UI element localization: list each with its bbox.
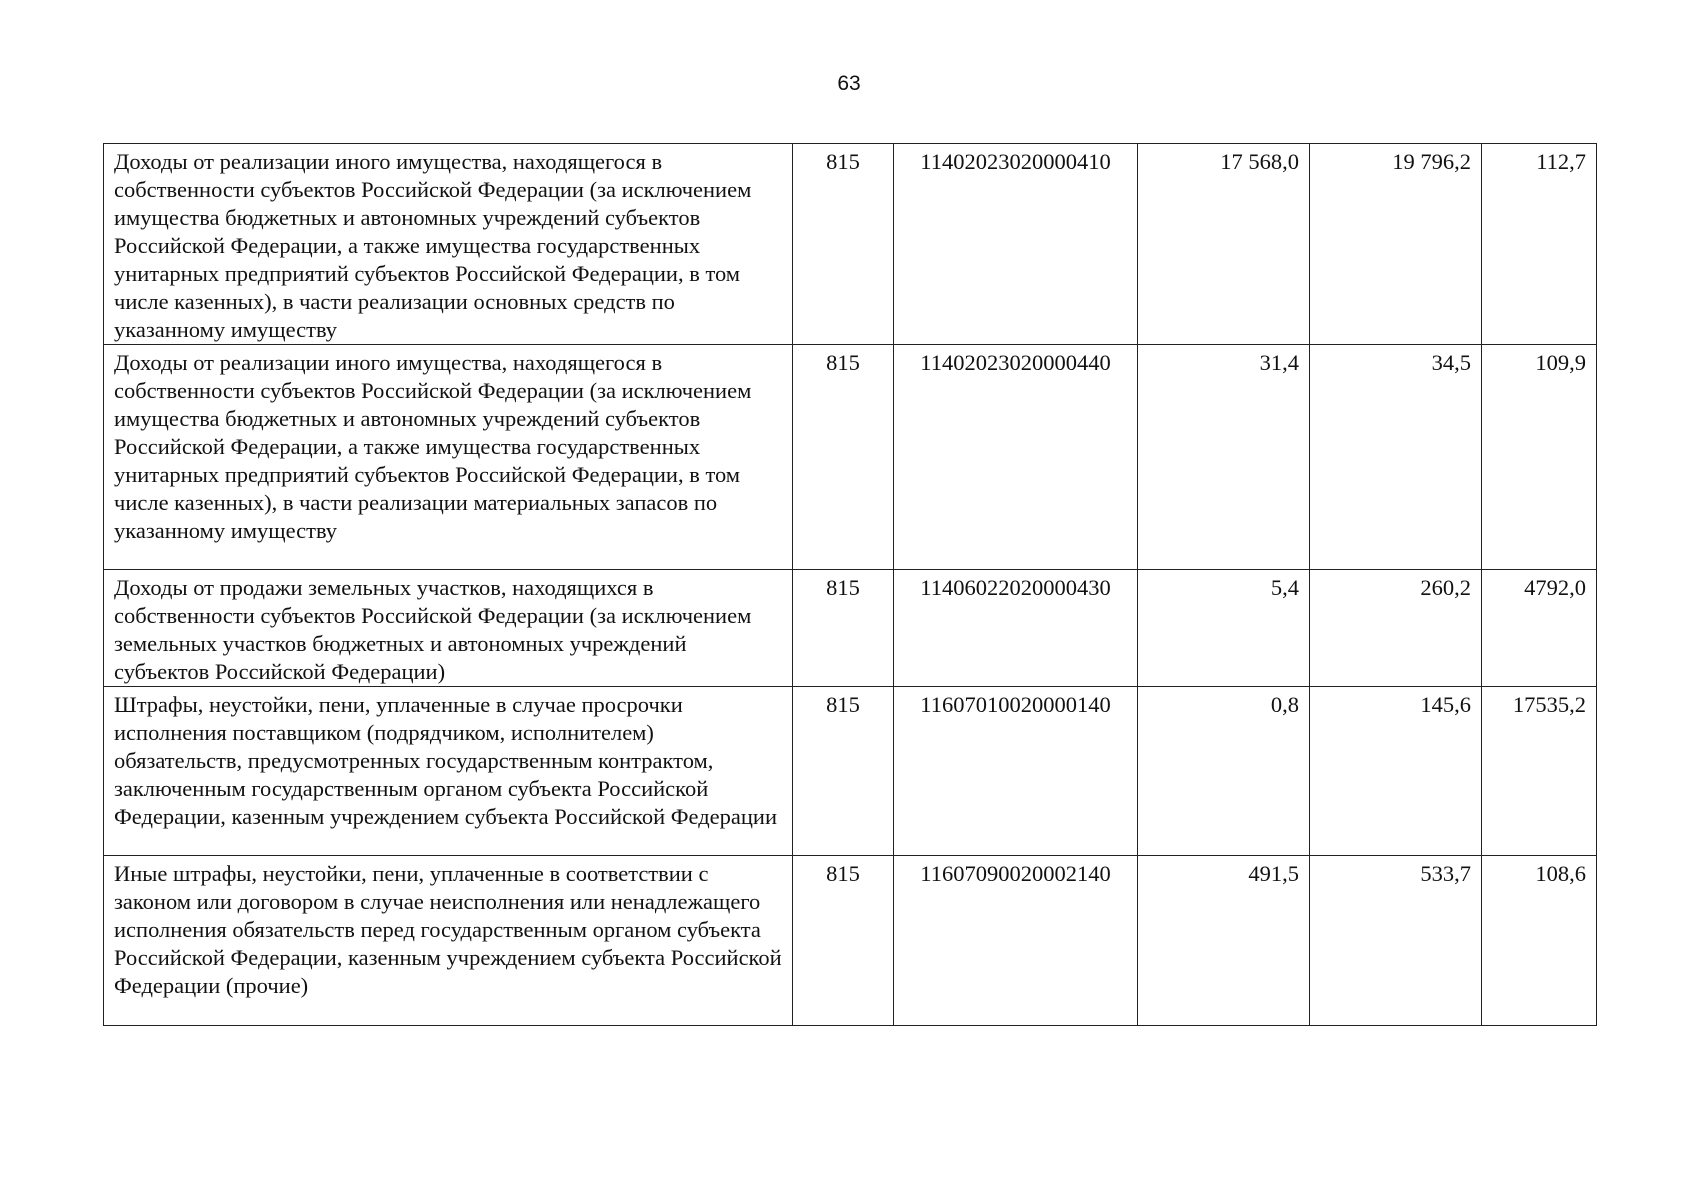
row-actual-value: 145,6 <box>1310 687 1482 856</box>
row-admin-code: 815 <box>793 345 894 570</box>
row-kbk-code: 11406022020000430 <box>894 570 1138 687</box>
row-kbk-code: 11402023020000440 <box>894 345 1138 570</box>
row-description: Доходы от реализации иного имущества, находящегося в собственности субъектов Российской Федерации (за исключением имущества бюджетных и автономных учреждений субъектов Российской Федерации, а также имущества государственных унитарных предприятий субъектов Российской Федерации, в том числе казенных), в части реализации основных средств по указанному имуществу <box>104 144 793 345</box>
row-kbk-code: 11607010020000140 <box>894 687 1138 856</box>
row-admin-code: 815 <box>793 856 894 1026</box>
row-percent-value: 109,9 <box>1482 345 1597 570</box>
table-row <box>104 144 1597 345</box>
table-row <box>104 687 1597 856</box>
row-description: Штрафы, неустойки, пени, уплаченные в случае просрочки исполнения поставщиком (подрядчиком, исполнителем) обязательств, предусмотренных государственным контрактом, заключенным государственным органом субъекта Российской Федерации, казенным учреждением субъекта Российской Федерации <box>104 687 793 856</box>
row-plan-value: 5,4 <box>1138 570 1310 687</box>
row-plan-value: 491,5 <box>1138 856 1310 1026</box>
row-percent-value: 4792,0 <box>1482 570 1597 687</box>
row-plan-value: 17 568,0 <box>1138 144 1310 345</box>
row-description: Доходы от реализации иного имущества, находящегося в собственности субъектов Российской Федерации (за исключением имущества бюджетных и автономных учреждений субъектов Российской Федерации, а также имущества государственных унитарных предприятий субъектов Российской Федерации, в том числе казенных), в части реализации материальных запасов по указанному имуществу <box>104 345 793 570</box>
row-actual-value: 19 796,2 <box>1310 144 1482 345</box>
table-row <box>104 570 1597 687</box>
row-kbk-code: 11607090020002140 <box>894 856 1138 1026</box>
row-admin-code: 815 <box>793 687 894 856</box>
page-number: 63 <box>837 72 861 95</box>
row-description: Иные штрафы, неустойки, пени, уплаченные в соответствии с законом или договором в случае неисполнения или ненадлежащего исполнения обязательств перед государственным органом субъекта Российской Федерации, казенным учреждением субъекта Российской Федерации (прочие) <box>104 856 793 1026</box>
row-percent-value: 108,6 <box>1482 856 1597 1026</box>
row-actual-value: 34,5 <box>1310 345 1482 570</box>
row-actual-value: 260,2 <box>1310 570 1482 687</box>
row-percent-value: 17535,2 <box>1482 687 1597 856</box>
row-plan-value: 31,4 <box>1138 345 1310 570</box>
table-row <box>104 856 1597 1026</box>
row-actual-value: 533,7 <box>1310 856 1482 1026</box>
row-plan-value: 0,8 <box>1138 687 1310 856</box>
row-description: Доходы от продажи земельных участков, находящихся в собственности субъектов Российской Федерации (за исключением земельных участков бюджетных и автономных учреждений субъектов Российской Федерации) <box>104 570 793 687</box>
row-percent-value: 112,7 <box>1482 144 1597 345</box>
row-admin-code: 815 <box>793 144 894 345</box>
row-kbk-code: 11402023020000410 <box>894 144 1138 345</box>
table-row <box>104 345 1597 570</box>
revenue-table <box>103 143 1597 1026</box>
row-admin-code: 815 <box>793 570 894 687</box>
